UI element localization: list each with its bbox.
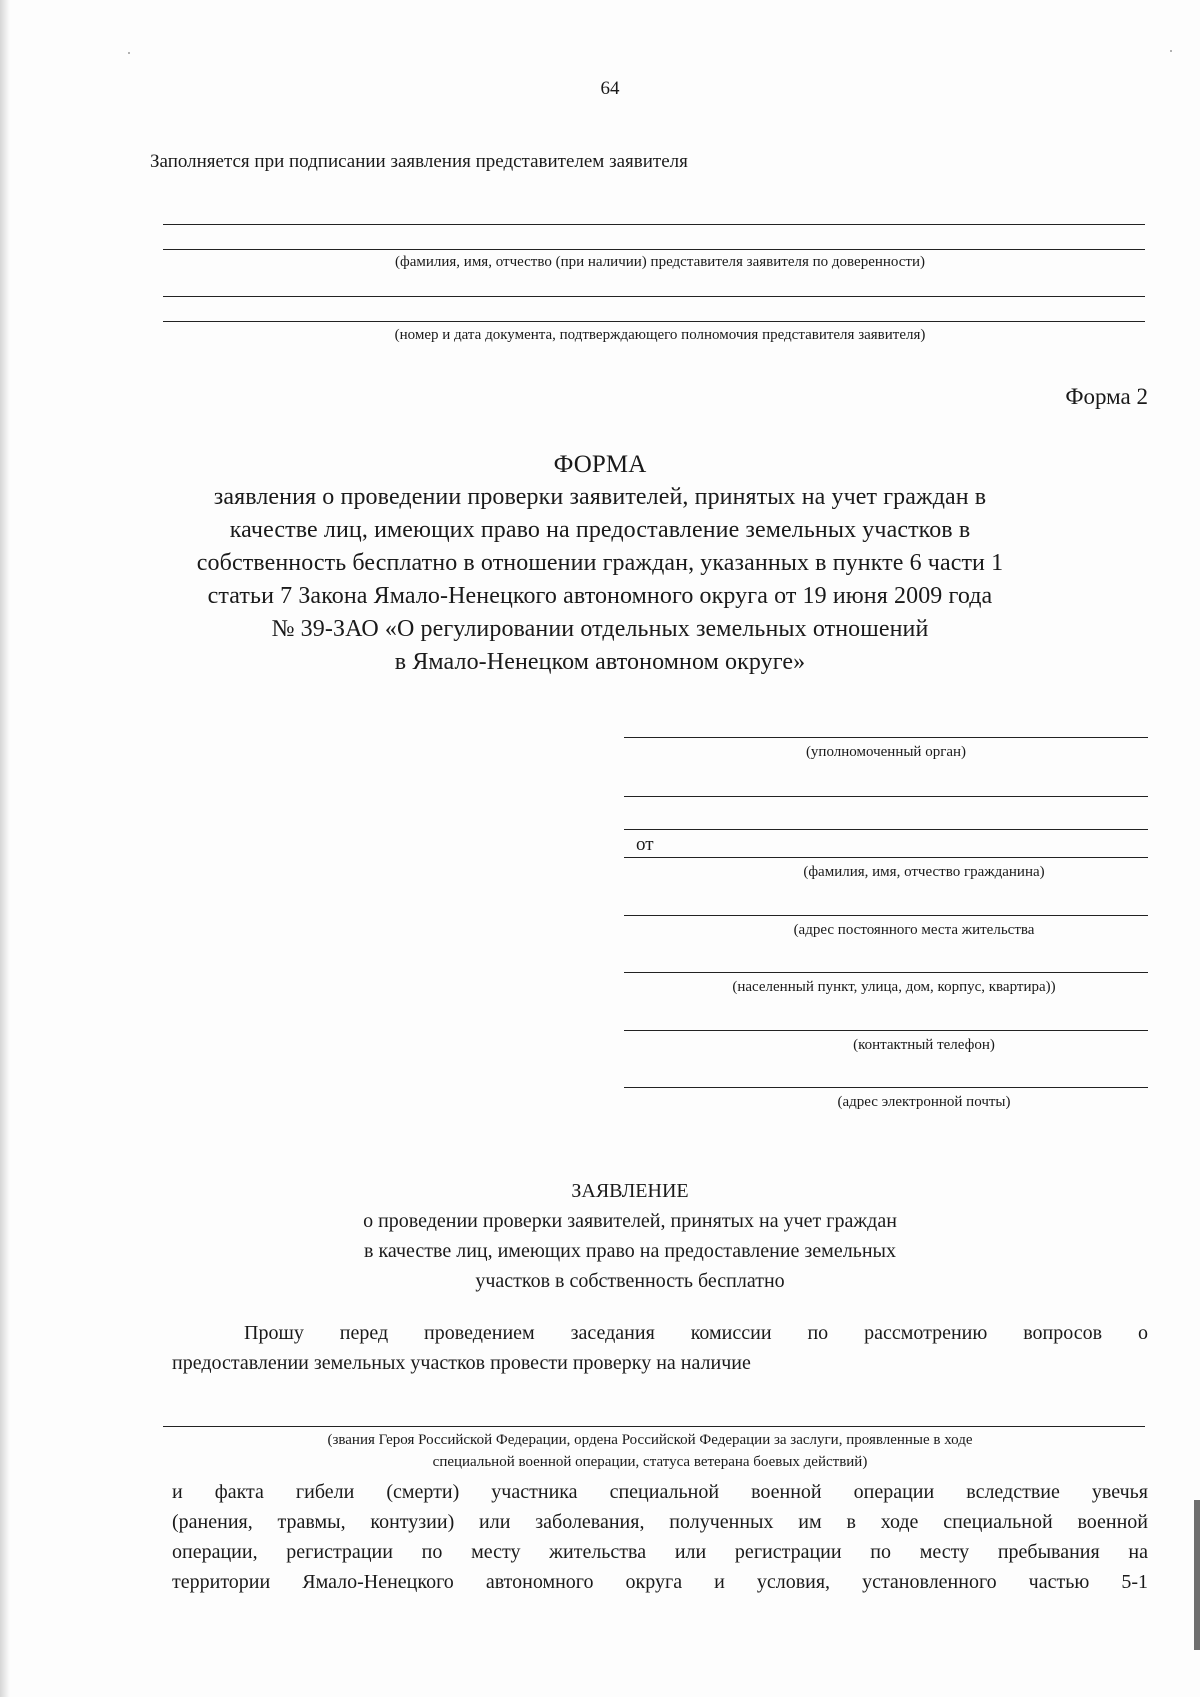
representative-document-caption: (номер и дата документа, подтверждающего полномочия представителя заявителя) <box>394 327 926 343</box>
representative-document-field-line-2 <box>163 321 1145 322</box>
form-title-line: статьи 7 Закона Ямало-Ненецкого автономного округа от 19 июня 2009 года <box>207 583 993 609</box>
address-caption: (адрес постоянного места жительства <box>793 922 1035 938</box>
form-title-line: качестве лиц, имеющих право на предоставление земельных участков в <box>229 517 971 543</box>
representative-fio-field-line <box>163 224 1145 225</box>
form-number-label: Форма 2 <box>1065 384 1148 409</box>
body-line: операции, регистрации по месту жительства или регистрации по месту пребывания на <box>172 1541 1148 1563</box>
application-subtitle-line: участков в собственность бесплатно <box>475 1270 785 1292</box>
from-label: от <box>636 834 654 855</box>
from-upper-line <box>624 829 1148 830</box>
application-subtitle-line: о проведении проверки заявителей, принятых на учет граждан <box>363 1210 897 1232</box>
request-line-1: Прошу перед проведением заседания комиссии по рассмотрению вопросов о <box>244 1322 1148 1344</box>
scan-right-edge-mark <box>1194 1500 1200 1650</box>
body-line: и факта гибели (смерти) участника специальной военной операции вследствие увечья <box>172 1481 1148 1503</box>
representative-fio-caption: (фамилия, имя, отчество (при наличии) представителя заявителя по доверенности) <box>394 254 926 270</box>
application-subtitle-line: в качестве лиц, имеющих право на предоставление земельных <box>364 1240 896 1262</box>
email-field-line <box>624 1087 1148 1088</box>
representative-heading: Заполняется при подписании заявления представителем заявителя <box>150 151 688 172</box>
request-line-2: предоставлении земельных участков провести проверку на наличие <box>172 1352 751 1374</box>
awards-caption-line: специальной военной операции, статуса ветерана боевых действий) <box>432 1454 868 1470</box>
email-caption: (адрес электронной почты) <box>837 1094 1011 1110</box>
awards-field-line <box>163 1426 1145 1427</box>
representative-document-field-line <box>163 296 1145 297</box>
authority-extra-line <box>624 796 1148 797</box>
address-detail-caption: (населенный пункт, улица, дом, корпус, квартира)) <box>732 979 1056 995</box>
scan-left-edge <box>0 0 10 1697</box>
scan-speck <box>128 52 130 54</box>
body-line: (ранения, травмы, контузии) или заболевания, полученных им в ходе специальной военной <box>172 1511 1148 1533</box>
phone-caption: (контактный телефон) <box>853 1037 995 1053</box>
citizen-fio-field-line <box>624 857 1148 858</box>
application-heading: ЗАЯВЛЕНИЕ <box>571 1180 689 1202</box>
representative-fio-field-line-2 <box>163 249 1145 250</box>
body-line: территории Ямало-Ненецкого автономного округа и условия, установленного частью 5-1 <box>172 1571 1148 1593</box>
form-title-line: в Ямало-Ненецком автономном округе» <box>394 649 806 675</box>
form-title-line: заявления о проведении проверки заявителей, принятых на учет граждан в <box>213 484 987 510</box>
authority-field-line <box>624 737 1148 738</box>
citizen-fio-caption: (фамилия, имя, отчество гражданина) <box>803 864 1045 880</box>
scan-speck <box>1170 50 1172 52</box>
phone-field-line <box>624 1030 1148 1031</box>
authority-caption: (уполномоченный орган) <box>805 744 967 760</box>
awards-caption-line: (звания Героя Российской Федерации, ордена Российской Федерации за заслуги, проявленные в ходе <box>327 1432 973 1448</box>
address-detail-field-line <box>624 972 1148 973</box>
page-number: 64 <box>600 78 620 99</box>
form-title-heading: ФОРМА <box>553 451 647 478</box>
address-field-line <box>624 915 1148 916</box>
form-title-line: собственность бесплатно в отношении граждан, указанных в пункте 6 части 1 <box>196 550 1004 576</box>
form-title-line: № 39-ЗАО «О регулировании отдельных земельных отношений <box>271 616 929 642</box>
